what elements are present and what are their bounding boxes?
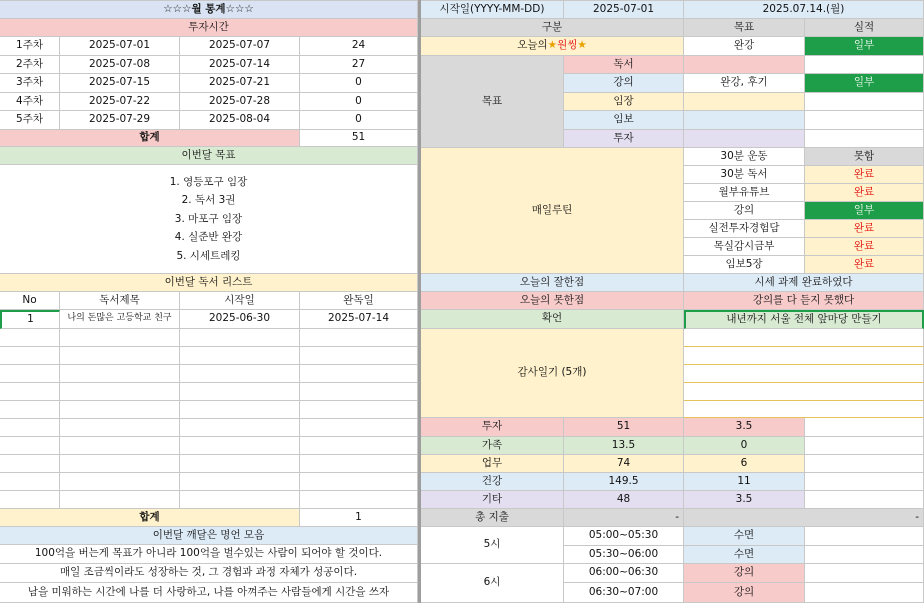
schedule-note[interactable]	[805, 583, 924, 603]
col-result[interactable]: 실적	[805, 19, 924, 37]
goal-row-goal[interactable]	[684, 93, 805, 111]
week-start[interactable]: 2025-07-22	[60, 93, 180, 111]
today-result[interactable]: 일부	[805, 37, 924, 56]
reading-total-value[interactable]: 1	[300, 509, 418, 527]
star-icon: ★	[547, 39, 558, 52]
reading-empty-cell[interactable]	[0, 365, 60, 383]
schedule-task[interactable]: 강의	[684, 564, 805, 583]
time-day[interactable]: 3.5	[684, 491, 805, 509]
time-extra[interactable]	[805, 437, 924, 455]
reading-empty-cell[interactable]	[300, 491, 418, 509]
reading-empty-cell[interactable]	[300, 455, 418, 473]
time-month[interactable]: 149.5	[564, 473, 684, 491]
col-start-date[interactable]: 시작일	[180, 292, 300, 310]
goal-row-result[interactable]: 일부	[805, 74, 924, 93]
week-start[interactable]: 2025-07-01	[60, 37, 180, 56]
bad-point-label[interactable]: 오늘의 못한점	[421, 292, 684, 310]
week-label[interactable]: 3주차	[0, 74, 60, 93]
week-end[interactable]: 2025-07-07	[180, 37, 300, 56]
routine-label[interactable]: 매일루틴	[421, 148, 684, 274]
schedule-task[interactable]: 수면	[684, 546, 805, 564]
reading-empty-cell[interactable]	[0, 437, 60, 455]
reading-empty-cell[interactable]	[300, 383, 418, 401]
reading-empty-cell[interactable]	[0, 401, 60, 419]
week-end[interactable]: 2025-07-14	[180, 56, 300, 74]
week-end[interactable]: 2025-08-04	[180, 111, 300, 130]
goal-row-goal[interactable]	[684, 56, 805, 74]
time-month[interactable]: 74	[564, 455, 684, 473]
gratitude-label[interactable]: 감사일기 (5개)	[421, 329, 684, 418]
reading-empty-cell[interactable]	[60, 329, 180, 347]
reading-empty-cell[interactable]	[180, 347, 300, 365]
goal-item: 4. 실준반 완강	[174, 231, 243, 244]
week-start[interactable]: 2025-07-29	[60, 111, 180, 130]
reading-empty-cell[interactable]	[60, 455, 180, 473]
goal-row-result[interactable]	[805, 56, 924, 74]
week-hours[interactable]: 27	[300, 56, 418, 74]
time-day[interactable]: 3.5	[684, 418, 805, 437]
goal-row-name[interactable]: 임장	[564, 93, 684, 111]
schedule-task[interactable]: 수면	[684, 527, 805, 546]
reading-empty-cell[interactable]	[180, 419, 300, 437]
gratitude-entry[interactable]	[684, 347, 924, 365]
time-category[interactable]: 투자	[421, 418, 564, 437]
schedule-time[interactable]: 05:00~05:30	[564, 527, 684, 546]
expense-month[interactable]: -	[564, 509, 684, 527]
reading-empty-cell[interactable]	[300, 401, 418, 419]
routine-name[interactable]: 30분 독서	[684, 166, 805, 184]
reading-empty-cell[interactable]	[0, 419, 60, 437]
reading-empty-cell[interactable]	[180, 491, 300, 509]
invest-time-header[interactable]: 투자시간	[0, 19, 418, 37]
week-start[interactable]: 2025-07-15	[60, 74, 180, 93]
routine-name[interactable]: 30분 운동	[684, 148, 805, 166]
schedule-time[interactable]: 05:30~06:00	[564, 546, 684, 564]
week-start[interactable]: 2025-07-08	[60, 56, 180, 74]
reading-empty-cell[interactable]	[300, 419, 418, 437]
time-month[interactable]: 51	[564, 418, 684, 437]
start-date-label[interactable]: 시작일(YYYY-MM-DD)	[421, 0, 564, 19]
bad-point-value[interactable]: 강의를 다 듣지 못했다	[684, 292, 924, 310]
quote-item[interactable]: 매일 조금씩이라도 성장하는 것, 그 경험과 과정 자체가 성공이다.	[0, 564, 418, 583]
time-extra[interactable]	[805, 473, 924, 491]
routine-result[interactable]: 완료	[805, 184, 924, 202]
schedule-note[interactable]	[805, 564, 924, 583]
gratitude-entry[interactable]	[684, 401, 924, 418]
reading-empty-cell[interactable]	[60, 347, 180, 365]
schedule-note[interactable]	[805, 546, 924, 564]
goal-row-result[interactable]	[805, 111, 924, 130]
reading-empty-cell[interactable]	[60, 365, 180, 383]
reading-empty-cell[interactable]	[0, 455, 60, 473]
reading-empty-cell[interactable]	[180, 329, 300, 347]
invest-total-value[interactable]: 51	[300, 130, 418, 147]
routine-name[interactable]: 목실감시금부	[684, 238, 805, 256]
week-label[interactable]: 1주차	[0, 37, 60, 56]
week-end[interactable]: 2025-07-28	[180, 93, 300, 111]
reading-empty-cell[interactable]	[300, 365, 418, 383]
week-hours[interactable]: 0	[300, 93, 418, 111]
affirmation-value[interactable]: 내년까지 서울 전체 앞마당 만들기	[684, 310, 924, 329]
reading-empty-cell[interactable]	[300, 329, 418, 347]
reading-empty-cell[interactable]	[180, 401, 300, 419]
time-month[interactable]: 13.5	[564, 437, 684, 455]
routine-result[interactable]: 일부	[805, 202, 924, 220]
goal-row-name[interactable]: 투자	[564, 130, 684, 148]
reading-empty-cell[interactable]	[60, 473, 180, 491]
goal-row-goal[interactable]: 완강, 후기	[684, 74, 805, 93]
today-goal[interactable]: 완강	[684, 37, 805, 56]
invest-total-label[interactable]: 합계	[0, 130, 300, 147]
start-date-value[interactable]: 2025-07-01	[564, 0, 684, 19]
good-point-value[interactable]: 시세 과제 완료하였다	[684, 274, 924, 292]
schedule-task[interactable]: 강의	[684, 583, 805, 603]
goal-item: 2. 독서 3권	[181, 194, 236, 207]
gratitude-entry[interactable]	[684, 383, 924, 401]
col-category[interactable]: 구분	[421, 19, 684, 37]
goal-row-name[interactable]: 독서	[564, 56, 684, 74]
monthly-goals-header[interactable]: 이번달 목표	[0, 147, 418, 165]
affirmation-label[interactable]: 확언	[421, 310, 684, 329]
quote-item[interactable]: 남을 미워하는 시간에 나를 더 사랑하고, 나를 아껴주는 사람들에게 시간을 쓰자	[0, 583, 418, 603]
col-goal[interactable]: 목표	[684, 19, 805, 37]
goal-section-label[interactable]: 목표	[421, 56, 564, 148]
goal-row-result[interactable]	[805, 130, 924, 148]
col-no[interactable]: No	[0, 292, 60, 310]
time-category[interactable]: 건강	[421, 473, 564, 491]
schedule-time[interactable]: 06:00~06:30	[564, 564, 684, 583]
reading-row-title[interactable]: 나의 돈많은 고등학교 친구	[60, 310, 180, 329]
gratitude-entry[interactable]	[684, 329, 924, 347]
time-month[interactable]: 48	[564, 491, 684, 509]
goal-row-name[interactable]: 임보	[564, 111, 684, 130]
date-header[interactable]: 2025.07.14.(월)	[684, 0, 924, 19]
goal-item: 5. 시세트레킹	[176, 249, 241, 262]
quotes-header[interactable]: 이번달 깨달은 명언 모음	[0, 527, 418, 545]
reading-empty-cell[interactable]	[60, 491, 180, 509]
reading-empty-cell[interactable]	[0, 473, 60, 491]
reading-empty-cell[interactable]	[60, 401, 180, 419]
title-star-icon: ☆☆☆	[225, 2, 254, 15]
reading-empty-cell[interactable]	[0, 347, 60, 365]
routine-name[interactable]: 강의	[684, 202, 805, 220]
reading-row-end[interactable]: 2025-07-14	[300, 310, 418, 329]
time-extra[interactable]	[805, 491, 924, 509]
week-label[interactable]: 4주차	[0, 93, 60, 111]
today-one-thing[interactable]: 오늘의 ★ 원씽 ★	[421, 37, 684, 56]
week-label[interactable]: 2주차	[0, 56, 60, 74]
week-hours[interactable]: 24	[300, 37, 418, 56]
reading-row-no[interactable]: 1	[0, 310, 60, 329]
routine-name[interactable]: 임보5장	[684, 256, 805, 274]
time-extra[interactable]	[805, 418, 924, 437]
goal-row-goal[interactable]	[684, 111, 805, 130]
reading-empty-cell[interactable]	[300, 473, 418, 491]
monthly-goals-list[interactable]	[0, 165, 418, 274]
schedule-note[interactable]	[805, 527, 924, 546]
week-end[interactable]: 2025-07-21	[180, 74, 300, 93]
reading-empty-cell[interactable]	[300, 347, 418, 365]
routine-result[interactable]: 완료	[805, 220, 924, 238]
reading-list-header[interactable]: 이번달 독서 리스트	[0, 274, 418, 292]
time-day[interactable]: 0	[684, 437, 805, 455]
goal-row-name[interactable]: 강의	[564, 74, 684, 93]
monthly-stats-title[interactable]: ☆☆☆ 월 통계 ☆☆☆	[0, 0, 418, 19]
quote-item[interactable]: 100억을 버는게 목표가 아니라 100억을 벌수있는 사람이 되어야 할 것이다.	[0, 545, 418, 564]
goal-row-result[interactable]	[805, 93, 924, 111]
title-star-icon: ☆☆☆	[163, 2, 192, 15]
week-hours[interactable]: 0	[300, 111, 418, 130]
reading-empty-cell[interactable]	[60, 383, 180, 401]
reading-empty-cell[interactable]	[60, 437, 180, 455]
time-extra[interactable]	[805, 455, 924, 473]
week-hours[interactable]: 0	[300, 74, 418, 93]
reading-empty-cell[interactable]	[180, 455, 300, 473]
reading-empty-cell[interactable]	[0, 329, 60, 347]
reading-empty-cell[interactable]	[180, 383, 300, 401]
reading-empty-cell[interactable]	[0, 491, 60, 509]
reading-empty-cell[interactable]	[300, 437, 418, 455]
routine-result[interactable]: 완료	[805, 256, 924, 274]
goal-item: 1. 영등포구 임장	[169, 175, 248, 188]
expense-day[interactable]: -	[684, 509, 924, 527]
routine-name[interactable]: 월부유튜브	[684, 184, 805, 202]
week-label[interactable]: 5주차	[0, 111, 60, 130]
time-category[interactable]: 업무	[421, 455, 564, 473]
reading-empty-cell[interactable]	[180, 473, 300, 491]
schedule-hour[interactable]: 6시	[421, 564, 564, 603]
reading-empty-cell[interactable]	[180, 365, 300, 383]
gratitude-entry[interactable]	[684, 365, 924, 383]
reading-empty-cell[interactable]	[60, 419, 180, 437]
routine-result[interactable]: 완료	[805, 166, 924, 184]
time-category[interactable]: 가족	[421, 437, 564, 455]
goal-row-goal[interactable]	[684, 130, 805, 148]
star-icon: ★	[577, 39, 587, 52]
col-end-date[interactable]: 완독일	[300, 292, 418, 310]
routine-result[interactable]: 완료	[805, 238, 924, 256]
col-book-title[interactable]: 독서제목	[60, 292, 180, 310]
reading-total-label[interactable]: 합계	[0, 509, 300, 527]
routine-name[interactable]: 실전투자경험담	[684, 220, 805, 238]
goal-item: 3. 마포구 임장	[174, 212, 243, 225]
time-day[interactable]: 11	[684, 473, 805, 491]
expense-label[interactable]: 총 지출	[421, 509, 564, 527]
good-point-label[interactable]: 오늘의 잘한점	[421, 274, 684, 292]
reading-empty-cell[interactable]	[0, 383, 60, 401]
time-day[interactable]: 6	[684, 455, 805, 473]
schedule-hour[interactable]: 5시	[421, 527, 564, 564]
reading-row-start[interactable]: 2025-06-30	[180, 310, 300, 329]
reading-empty-cell[interactable]	[180, 437, 300, 455]
time-category[interactable]: 기타	[421, 491, 564, 509]
routine-result[interactable]: 못함	[805, 148, 924, 166]
schedule-time[interactable]: 06:30~07:00	[564, 583, 684, 603]
